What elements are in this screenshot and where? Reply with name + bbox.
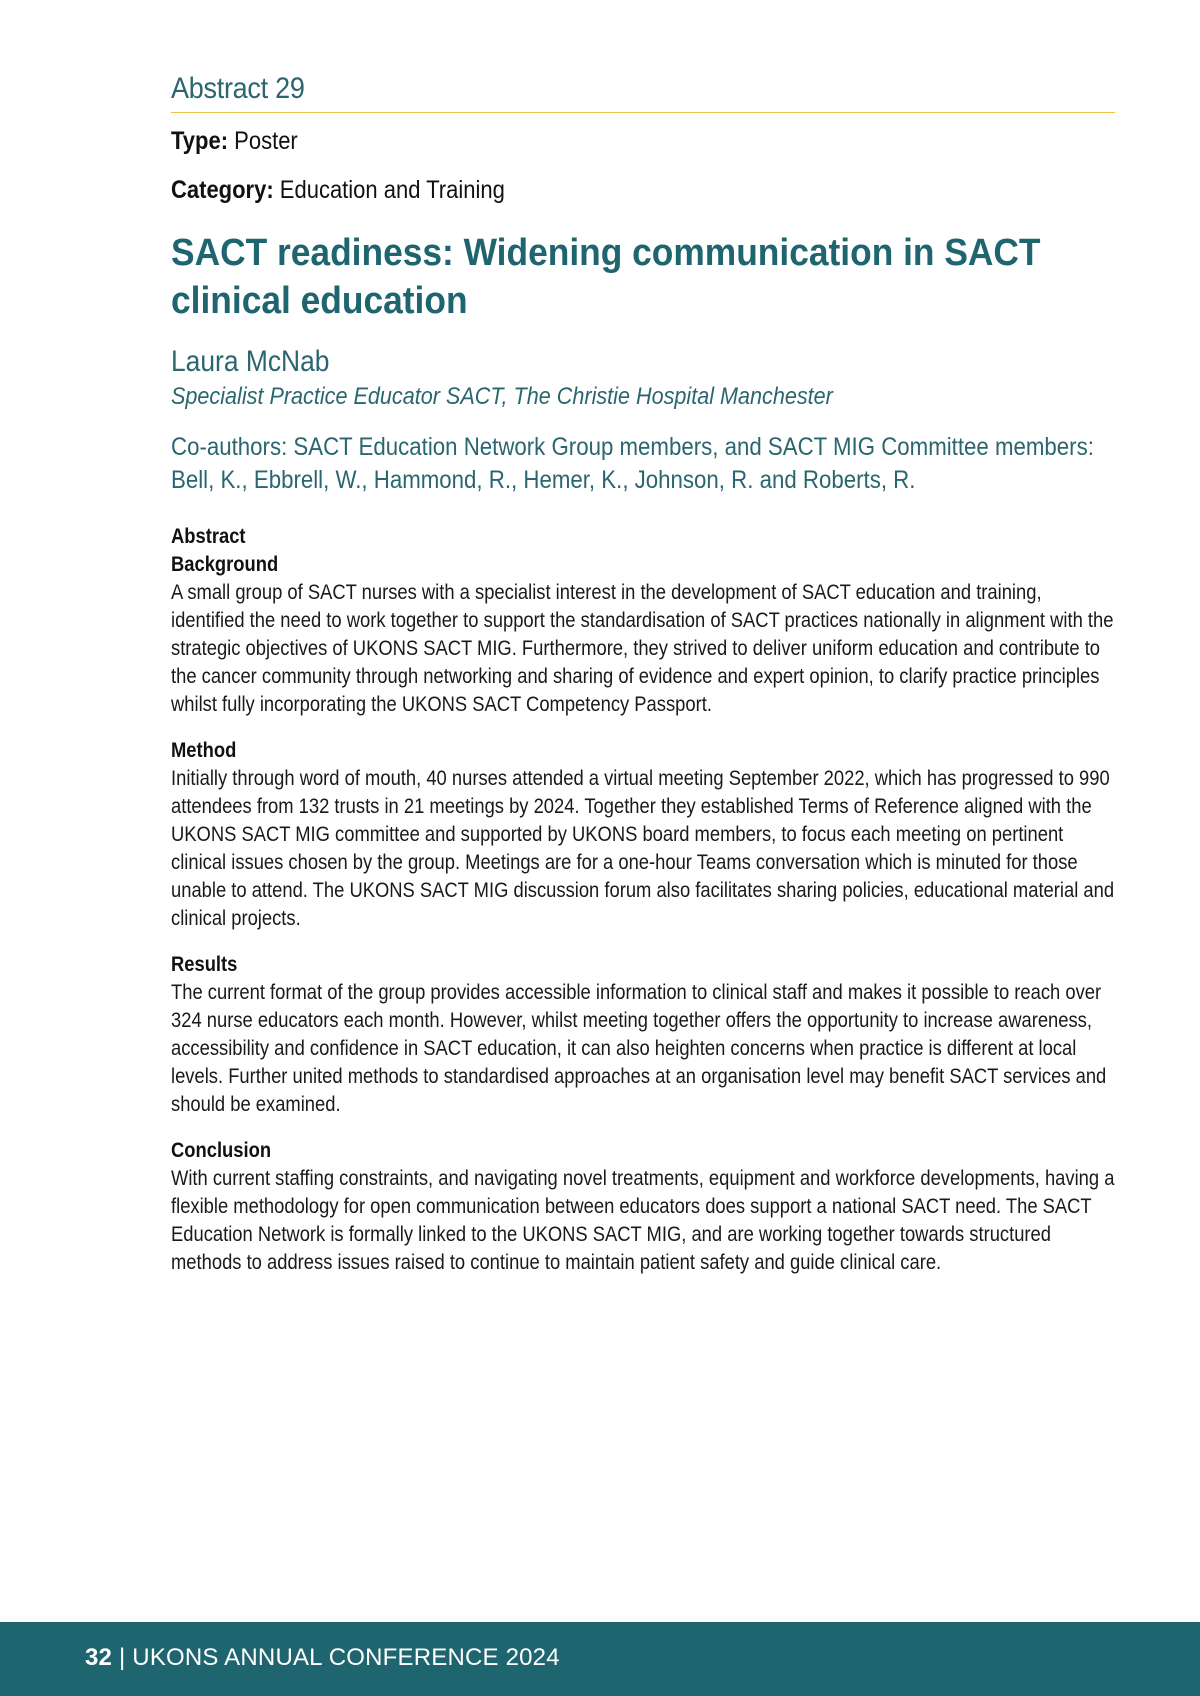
section-background [171, 551, 1115, 719]
section-heading: Background [171, 553, 279, 576]
abstract-title: SACT readiness: Widening communication in SACT clinical education [171, 232, 1041, 322]
section-method [171, 737, 1115, 933]
author-affiliation: Specialist Practice Educator SACT, The Christie Hospital Manchester [171, 383, 833, 410]
section-paragraph: Initially through word of mouth, 40 nurses attended a virtual meeting September 2022, which has progressed to 990 attendees from 132 trusts in 21 meetings by 2024. Together they established Terms of Reference aligned with the UKONS SACT MIG committee and supported by UKONS board members, to focus each meeting on pertinent clinical issues chosen by the group. Meetings are for a one-hour Teams conversation which is minuted for those unable to attend. The UKONS SACT MIG discussion forum also facilitates sharing policies, educational material and clinical projects. [171, 767, 1115, 930]
abstract-heading: Abstract [171, 525, 246, 548]
footer-text [85, 1644, 560, 1672]
category-line [171, 176, 1002, 205]
section-paragraph: A small group of SACT nurses with a specialist interest in the development of SACT education and training, identified the need to work together to support the standardisation of SACT practices nationally in alignment with the strategic objectives of UKONS SACT MIG. Furthermore, they strived to deliver uniform education and contribute to the cancer community through networking and sharing of evidence and expert opinion, to clarify practice principles whilst fully incorporating the UKONS SACT Competency Passport. [171, 581, 1114, 716]
section-results [171, 951, 1115, 1119]
publication-name: UKONS ANNUAL CONFERENCE 2024 [132, 1644, 560, 1671]
section-heading: Results [171, 953, 238, 976]
section-heading: Conclusion [171, 1139, 272, 1162]
type-label: Type: [171, 127, 229, 155]
abstract-number: Abstract 29 [171, 72, 1115, 113]
type-value: Poster [234, 127, 298, 155]
page-footer [0, 1622, 1200, 1696]
abstract-page [171, 72, 1115, 1295]
section-paragraph: The current format of the group provides accessible information to clinical staff and makes it possible to reach over 324 nurse educators each month. However, whilst meeting together offers the opportunity to increase awareness, accessibility and confidence in SACT education, it can also heighten concerns when practice is different at local levels. Further united methods to standardised approaches at an organisation level may benefit SACT services and should be examined. [171, 981, 1107, 1116]
author-name: Laura McNab [171, 345, 330, 378]
page-number: 32 [85, 1644, 113, 1671]
abstract-body [171, 523, 1115, 1277]
section-paragraph: With current staffing constraints, and navigating novel treatments, equipment and workforce developments, having a flexible methodology for open communication between educators does support a national SACT need. The SACT Education Network is formally linked to the UKONS SACT MIG, and are working together towards structured methods to address issues raised to continue to maintain patient safety and guide clinical care. [171, 1167, 1115, 1274]
coauthors: Co-authors: SACT Education Network Group members, and SACT MIG Committee members: Bell, K., Ebbrell, W., Hammond, R., Hemer, K., Johnson, R. and Roberts, R. [171, 433, 1094, 494]
footer-separator: | [112, 1644, 133, 1671]
category-value: Education and Training [279, 176, 505, 204]
type-line [171, 127, 1002, 156]
section-conclusion [171, 1137, 1115, 1277]
category-label: Category: [171, 176, 274, 204]
section-heading: Method [171, 739, 237, 762]
